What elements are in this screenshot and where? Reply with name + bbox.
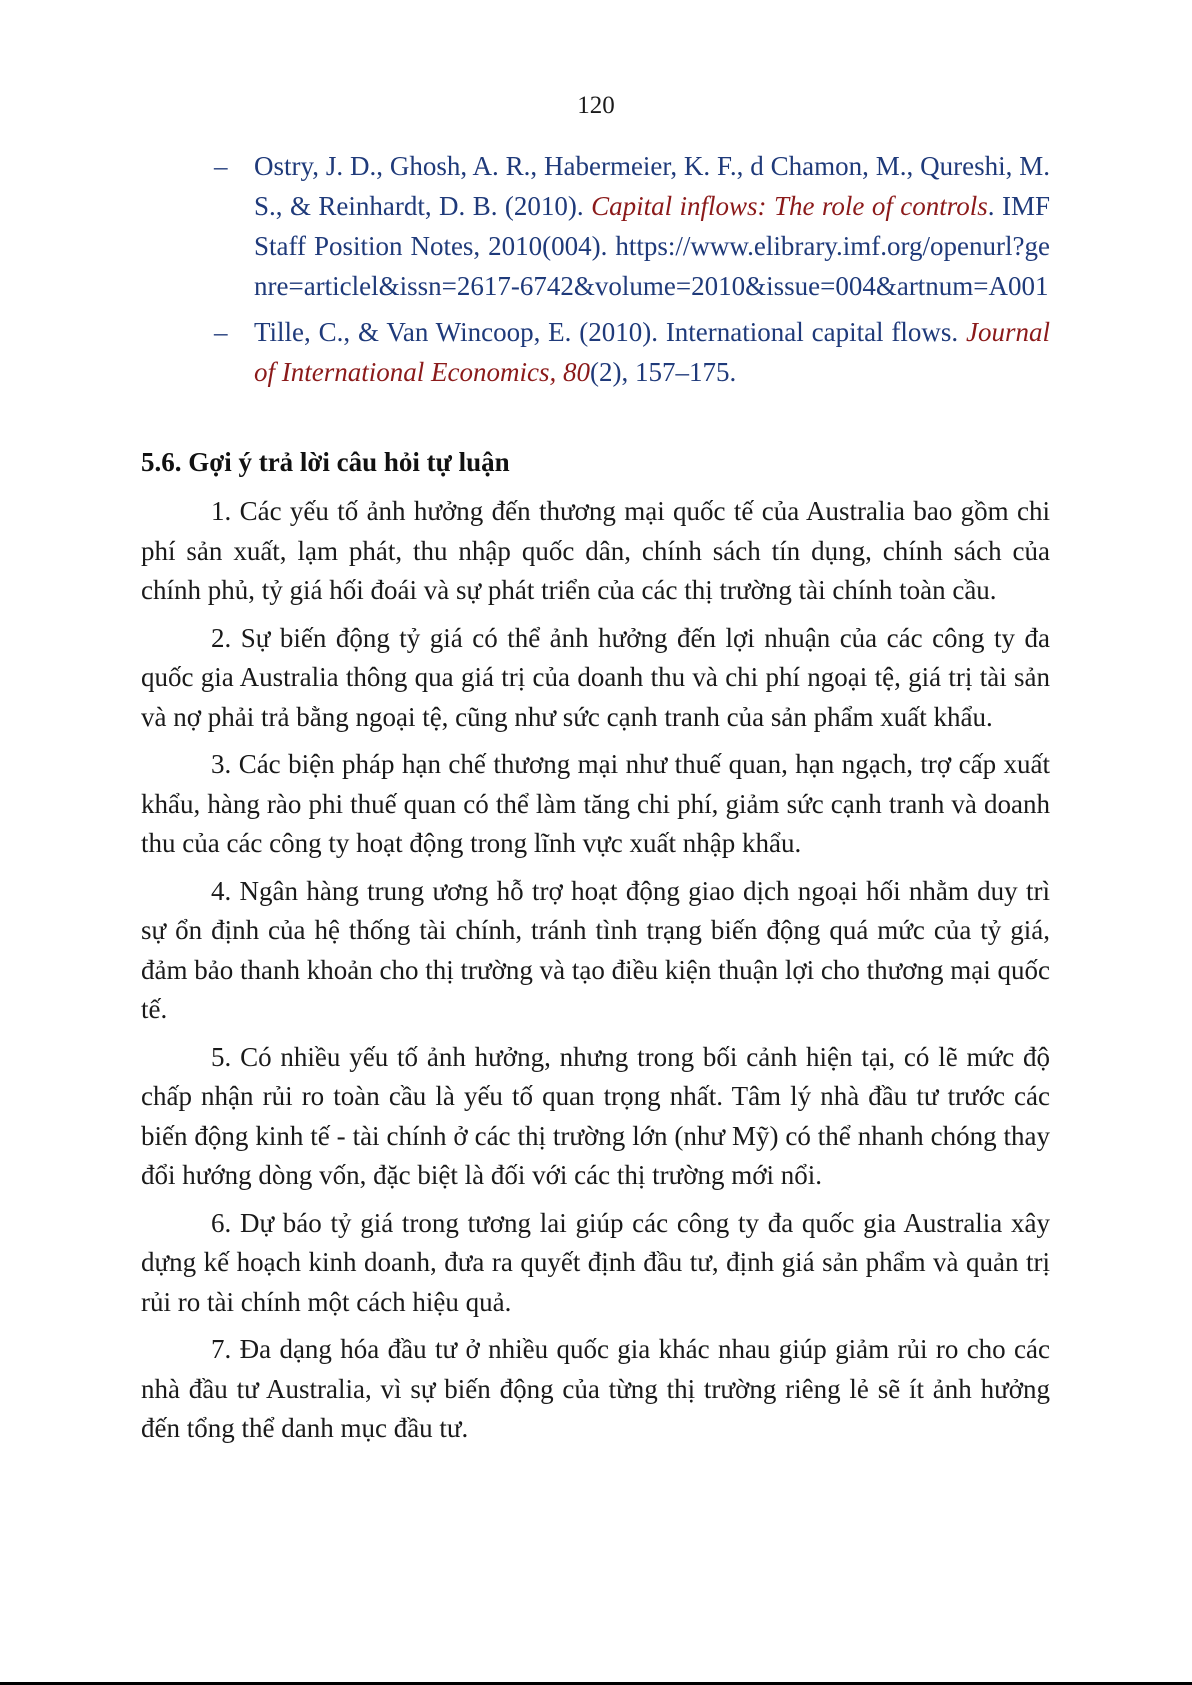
reference-source: . IMF Staff Position Notes, 2010(004). xyxy=(254,191,1050,261)
answer-section xyxy=(141,442,1050,1457)
page-number: 120 xyxy=(577,92,615,119)
reference-source: (2), 157–175. xyxy=(589,357,737,387)
list-dash: – xyxy=(214,151,228,181)
answer-paragraph: 3. Các biện pháp hạn chế thương mại như thuế quan, hạn ngạch, trợ cấp xuất khẩu, hàng rào phi thuế quan có thể làm tăng chi phí, giảm sức cạnh tranh và doanh thu của các công ty hoạt động trong lĩnh vực xuất nhập khẩu. xyxy=(141,749,1050,858)
answer-paragraph: 1. Các yếu tố ảnh hưởng đến thương mại quốc tế của Australia bao gồm chi phí sản xuất, lạm phát, thu nhập quốc dân, chính sách tín dụng, chính sách của chính phủ, tỷ giá hối đoái và sự phát triển của các thị trường tài chính toàn cầu. xyxy=(141,496,1050,605)
answer-paragraph: 2. Sự biến động tỷ giá có thể ảnh hưởng đến lợi nhuận của các công ty đa quốc gia Australia thông qua giá trị của doanh thu và chi phí ngoại tệ, giá trị tài sản và nợ phải trả bằng ngoại tệ, cũng như sức cạnh tranh của sản phẩm xuất khẩu. xyxy=(141,622,1050,732)
reference-list xyxy=(214,146,1050,398)
list-dash: – xyxy=(214,317,228,347)
answer-paragraph: 6. Dự báo tỷ giá trong tương lai giúp các công ty đa quốc gia Australia xây dựng kế hoạch kinh doanh, đưa ra quyết định đầu tư, định giá sản phẩm và quản trị rủi ro tài chính một cách hiệu quả. xyxy=(141,1207,1050,1317)
reference-url[interactable]: https://www.elibrary.imf.org/openurl?genre=articlel&issn=2617-6742&volume=2010&issue=004&artnum=A001 xyxy=(254,231,1050,301)
reference-item xyxy=(214,312,1050,392)
reference-journal: Journal of International Economics, 80 xyxy=(254,317,1050,387)
reference-item xyxy=(214,146,1050,306)
answer-paragraph: 7. Đa dạng hóa đầu tư ở nhiều quốc gia khác nhau giúp giảm rủi ro cho các nhà đầu tư Australia, vì sự biến động của từng thị trường riêng lẻ sẽ ít ảnh hưởng đến tổng thể danh mục đầu tư. xyxy=(141,1334,1050,1443)
reference-authors: Ostry, J. D., Ghosh, A. R., Habermeier, K. F., d Chamon, M., Qureshi, M. S., & Reinhardt, D. B. (2010). xyxy=(254,151,1050,221)
answer-paragraph: 5. Có nhiều yếu tố ảnh hưởng, nhưng trong bối cảnh hiện tại, có lẽ mức độ chấp nhận rủi ro toàn cầu là yếu tố quan trọng nhất. Tâm lý nhà đầu tư trước các biến động kinh tế - tài chính ở các thị trường lớn (như Mỹ) có thể nhanh chóng thay đổi hướng dòng vốn, đặc biệt là đối với các thị trường mới nổi. xyxy=(141,1041,1050,1190)
reference-title: Capital inflows: The role of controls xyxy=(591,191,988,221)
section-heading: 5.6. Gợi ý trả lời câu hỏi tự luận xyxy=(141,447,510,477)
answer-paragraph: 4. Ngân hàng trung ương hỗ trợ hoạt động giao dịch ngoại hối nhằm duy trì sự ổn định của hệ thống tài chính, tránh tình trạng biến động quá mức của tỷ giá, đảm bảo thanh khoản cho thị trường và tạo điều kiện thuận lợi cho thương mại quốc tế. xyxy=(141,875,1050,1024)
reference-authors: Tille, C., & Van Wincoop, E. (2010). International capital flows. xyxy=(254,317,966,347)
